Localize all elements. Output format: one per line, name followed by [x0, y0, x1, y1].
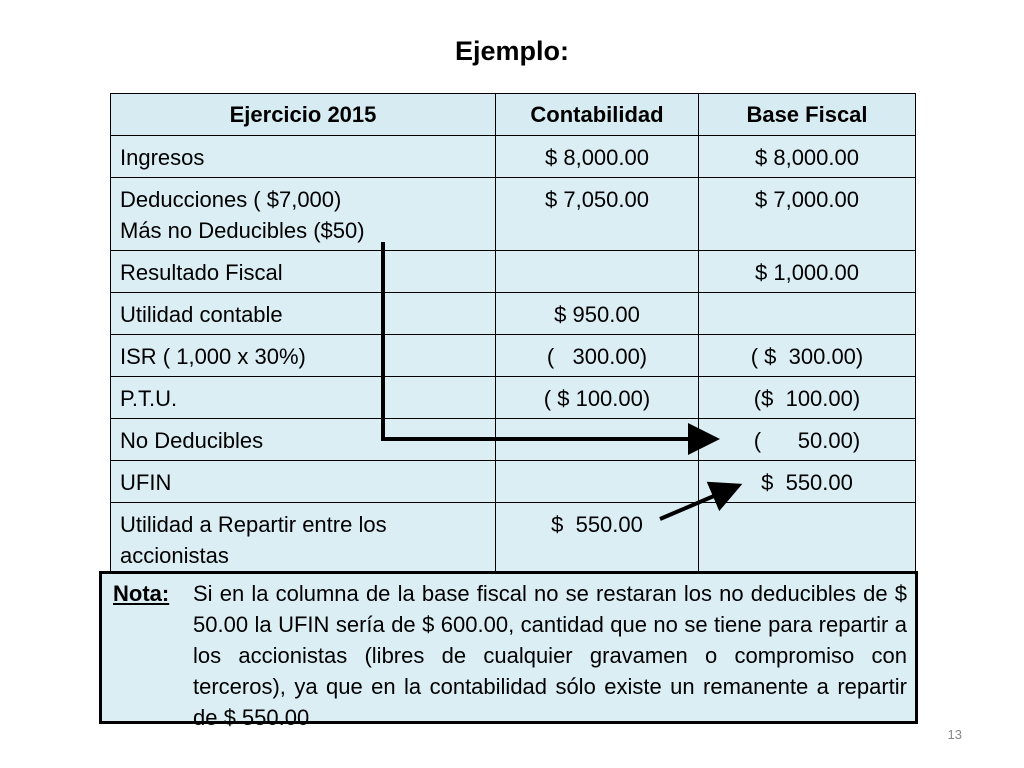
page-number: 13: [947, 727, 962, 742]
contabilidad-value: $ 550.00: [551, 512, 643, 537]
table-row: [111, 419, 916, 461]
table-row: [111, 136, 916, 178]
contabilidad-cell: [496, 377, 699, 419]
header-ejercicio: Ejercicio 2015: [111, 94, 496, 136]
table-row: [111, 461, 916, 503]
contabilidad-cell: [496, 335, 699, 377]
contabilidad-cell: $ 8,000.00: [496, 136, 699, 178]
concept-line: Utilidad a Repartir entre los: [120, 512, 387, 537]
concept-line: accionistas: [120, 543, 229, 568]
concept-line: P.T.U.: [120, 386, 178, 411]
base-fiscal-cell: $ 1,000.00: [699, 251, 916, 293]
header-contabilidad: Contabilidad: [496, 94, 699, 136]
table-row: [111, 503, 916, 576]
base-fiscal-cell: $ 8,000.00: [699, 136, 916, 178]
base-fiscal-value: ($ 100.00): [753, 386, 861, 411]
base-fiscal-cell: [699, 335, 916, 377]
concept-cell: [111, 377, 496, 419]
table-row: [111, 178, 916, 251]
concept-line: Ingresos: [120, 145, 205, 170]
concept-cell: [111, 335, 496, 377]
concept-line: Resultado Fiscal: [120, 260, 283, 285]
base-fiscal-cell: [699, 503, 916, 576]
contabilidad-cell: [496, 503, 699, 576]
concept-line: Deducciones ( $7,000): [120, 187, 342, 212]
contabilidad-cell: $ 950.00: [496, 293, 699, 335]
contabilidad-cell: [496, 419, 699, 461]
concept-line: ISR ( 1,000 x 30%): [120, 344, 306, 369]
note-text: Si en la columna de la base fiscal no se restaran los no deducibles de $ 50.00 la UFIN sería de $ 600.00, cantidad que no se tiene para repartir a los accionistas (libres de cualquier gravamen o compromiso con terceros), ya que en la contabilidad sólo existe un remanente a repartir de $ 550.00: [193, 581, 907, 730]
slide-title: Ejemplo:: [454, 36, 569, 66]
table-row: [111, 293, 916, 335]
concept-line: No Deducibles: [120, 428, 264, 453]
contabilidad-value: ( $ 100.00): [543, 386, 651, 411]
header-base-fiscal: Base Fiscal: [699, 94, 916, 136]
concept-cell: [111, 503, 496, 576]
concept-cell: [111, 178, 496, 251]
table-row: [111, 377, 916, 419]
base-fiscal-cell: [699, 293, 916, 335]
concept-line: Utilidad contable: [120, 302, 283, 327]
table-row: [111, 335, 916, 377]
base-fiscal-value: $ 550.00: [761, 470, 853, 495]
contabilidad-cell: [496, 461, 699, 503]
base-fiscal-cell: [699, 377, 916, 419]
base-fiscal-cell: [699, 419, 916, 461]
base-fiscal-cell: [699, 461, 916, 503]
concept-cell: [111, 136, 496, 178]
note-box: [99, 571, 918, 730]
note-label: Nota:: [113, 581, 170, 606]
fiscal-comparison-table: [110, 93, 916, 576]
concept-cell: [111, 419, 496, 461]
concept-cell: [111, 251, 496, 293]
base-fiscal-value: ( $ 300.00): [750, 344, 864, 369]
base-fiscal-value: ( 50.00): [753, 428, 861, 453]
concept-line: UFIN: [120, 470, 172, 495]
contabilidad-cell: $ 7,050.00: [496, 178, 699, 251]
contabilidad-cell: [496, 251, 699, 293]
base-fiscal-cell: $ 7,000.00: [699, 178, 916, 251]
table-header-row: [111, 94, 916, 136]
concept-line: Más no Deducibles ($50): [120, 218, 365, 243]
contabilidad-value: ( 300.00): [546, 344, 648, 369]
table-row: [111, 251, 916, 293]
concept-cell: [111, 461, 496, 503]
concept-cell: [111, 293, 496, 335]
